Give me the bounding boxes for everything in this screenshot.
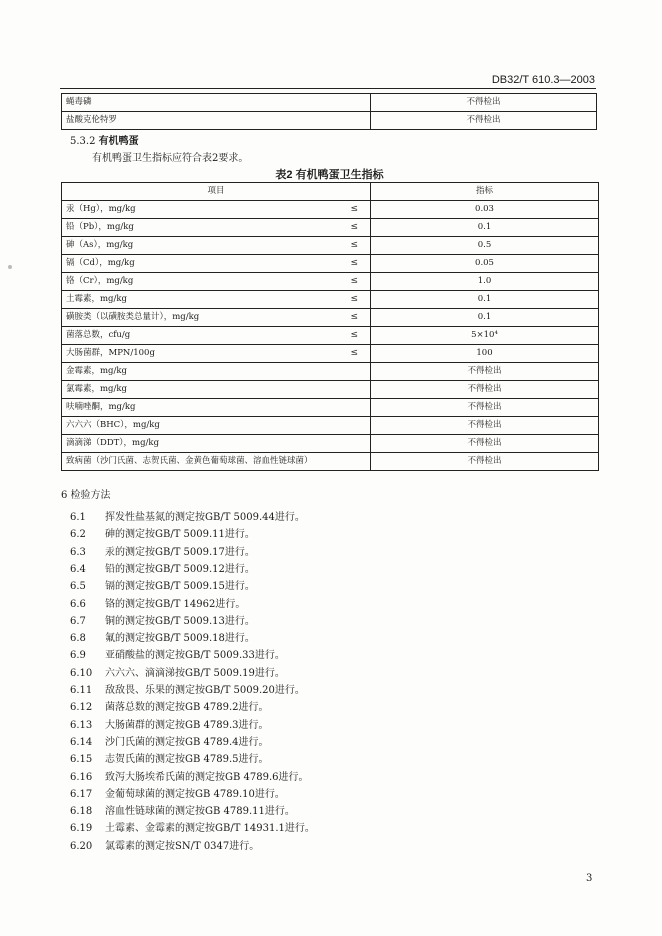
table-row <box>62 309 599 327</box>
header-rule <box>60 88 596 89</box>
value-cell: 不得检出 <box>371 363 599 381</box>
value-cell: 不得检出 <box>371 381 599 399</box>
table-row <box>62 417 599 435</box>
value-cell: 0.1 <box>371 291 599 309</box>
method-text: 溶血性链球菌的测定按GB 4789.11进行。 <box>105 806 295 818</box>
table-row <box>62 112 597 130</box>
method-number: 6.19 <box>70 823 93 835</box>
item-label: 滴滴涕（DDT），mg/kg <box>66 438 160 448</box>
method-text: 亚硝酸盐的测定按GB/T 5009.33进行。 <box>105 650 285 662</box>
method-item <box>70 664 285 679</box>
item-label: 磺胺类（以磺胺类总量计），mg/kg <box>66 312 200 322</box>
value-cell: 0.5 <box>371 237 599 255</box>
value-cell: 不得检出 <box>371 453 599 471</box>
item-label: 铬（Cr），mg/kg <box>66 276 134 286</box>
section-body: 有机鸭蛋卫生指标应符合表2要求。 <box>92 153 249 164</box>
method-number: 6.10 <box>70 667 93 679</box>
item-label: 氯霉素，mg/kg <box>66 384 127 394</box>
method-number: 6.14 <box>70 736 93 748</box>
item-label: 土霉素，mg/kg <box>66 294 127 304</box>
le-sign: ≤ <box>350 294 358 304</box>
method-item <box>70 560 255 575</box>
method-text: 菌落总数的测定按GB 4789.2进行。 <box>105 702 269 714</box>
method-item <box>70 819 315 834</box>
header-item: 项目 <box>62 183 371 201</box>
section-heading-5-3-2 <box>70 132 139 147</box>
method-item <box>70 681 305 696</box>
method-item <box>70 837 259 852</box>
method-item <box>70 612 255 627</box>
item-cell <box>62 435 371 453</box>
item-cell <box>62 327 371 345</box>
method-number: 6.17 <box>70 788 93 800</box>
table-row <box>62 435 599 453</box>
le-sign: ≤ <box>350 240 358 250</box>
method-text: 镉的测定按GB/T 5009.15进行。 <box>105 581 255 593</box>
method-text: 致泻大肠埃希氏菌的测定按GB 4789.6进行。 <box>105 771 309 783</box>
item-cell <box>62 219 371 237</box>
table-caption: 表2 有机鸭蛋卫生指标 <box>275 169 384 181</box>
method-item <box>70 768 309 783</box>
method-text: 铜的测定按GB/T 5009.13进行。 <box>105 615 255 627</box>
item-label: 金霉素，mg/kg <box>66 366 127 376</box>
table-row <box>62 399 599 417</box>
table-header-row <box>62 183 599 201</box>
item-label: 砷（As），mg/kg <box>66 240 134 250</box>
method-number: 6.3 <box>70 546 86 558</box>
value-cell: 1.0 <box>371 273 599 291</box>
item-cell <box>62 417 371 435</box>
item-label: 汞（Hg），mg/kg <box>66 204 136 214</box>
method-text: 铬的测定按GB/T 14962进行。 <box>105 598 246 610</box>
section-number: 5.3.2 <box>70 136 96 147</box>
method-text: 氯霉素的测定按SN/T 0347进行。 <box>105 840 260 852</box>
method-item <box>70 508 305 523</box>
table-row <box>62 273 599 291</box>
method-item <box>70 750 269 765</box>
method-item <box>70 543 255 558</box>
value-cell: 5×10⁴ <box>371 327 599 345</box>
value-cell: 不得检出 <box>371 112 597 130</box>
table-row <box>62 345 599 363</box>
method-text: 志贺氏菌的测定按GB 4789.5进行。 <box>105 754 269 766</box>
value-cell: 不得检出 <box>371 435 599 453</box>
method-item <box>70 698 269 713</box>
method-text: 砷的测定按GB/T 5009.11进行。 <box>105 529 255 541</box>
item-label: 致病菌（沙门氏菌、志贺氏菌、金黄色葡萄球菌、溶血性链球菌） <box>66 456 313 466</box>
method-item <box>70 525 255 540</box>
method-number: 6.15 <box>70 754 93 766</box>
value-cell: 100 <box>371 345 599 363</box>
method-item <box>70 802 295 817</box>
le-sign: ≤ <box>350 312 358 322</box>
method-number: 6.20 <box>70 840 93 852</box>
method-number: 6.11 <box>70 685 93 696</box>
page-number: 3 <box>586 873 593 884</box>
method-number: 6.2 <box>70 529 86 541</box>
method-text: 敌敌畏、乐果的测定按GB/T 5009.20进行。 <box>105 685 305 696</box>
value-cell: 不得检出 <box>371 399 599 417</box>
method-number: 6.12 <box>70 702 93 714</box>
method-text: 铅的测定按GB/T 5009.12进行。 <box>105 563 255 575</box>
item-cell <box>62 363 371 381</box>
method-text: 土霉素、金霉素的测定按GB/T 14931.1进行。 <box>105 823 315 835</box>
value-cell: 0.03 <box>371 201 599 219</box>
item-cell <box>62 237 371 255</box>
method-text: 汞的测定按GB/T 5009.17进行。 <box>105 546 255 558</box>
value-cell: 0.1 <box>371 309 599 327</box>
value-cell: 0.1 <box>371 219 599 237</box>
section-title: 有机鸭蛋 <box>98 136 139 147</box>
table-row <box>62 381 599 399</box>
method-number: 6.6 <box>70 598 86 610</box>
item-label: 大肠菌群，MPN/100g <box>66 348 155 358</box>
item-cell <box>62 399 371 417</box>
method-item <box>70 577 255 592</box>
table-row <box>62 201 599 219</box>
section-heading-6: 6 检验方法 <box>61 490 111 501</box>
le-sign: ≤ <box>350 348 358 358</box>
method-text: 大肠菌群的测定按GB 4789.3进行。 <box>105 719 269 731</box>
item-label: 呋喃唑酮，mg/kg <box>66 402 136 412</box>
item-cell <box>62 273 371 291</box>
value-cell: 不得检出 <box>371 94 597 112</box>
method-number: 6.4 <box>70 563 86 575</box>
table-row <box>62 219 599 237</box>
le-sign: ≤ <box>350 222 358 232</box>
item-cell <box>62 255 371 273</box>
method-text: 氟的测定按GB/T 5009.18进行。 <box>105 633 255 645</box>
method-number: 6.1 <box>70 512 86 523</box>
table-row <box>62 255 599 273</box>
table-row <box>62 327 599 345</box>
method-text: 六六六、滴滴涕按GB/T 5009.19进行。 <box>105 667 285 679</box>
value-cell: 不得检出 <box>371 417 599 435</box>
table-row <box>62 237 599 255</box>
method-number: 6.7 <box>70 615 86 627</box>
item-label: 镉（Cd），mg/kg <box>66 258 135 268</box>
item-cell <box>62 453 371 471</box>
item-cell: 盐酸克伦特罗 <box>62 112 371 130</box>
method-number: 6.5 <box>70 581 86 593</box>
item-cell <box>62 345 371 363</box>
item-cell: 蝇毒磷 <box>62 94 371 112</box>
method-item <box>70 629 255 644</box>
header-value: 指标 <box>371 183 599 201</box>
table-row <box>62 291 599 309</box>
method-number: 6.9 <box>70 650 86 662</box>
method-number: 6.13 <box>70 719 93 731</box>
item-label: 六六六（BHC），mg/kg <box>66 420 160 430</box>
method-number: 6.8 <box>70 633 86 645</box>
le-sign: ≤ <box>350 258 358 268</box>
method-number: 6.18 <box>70 806 93 818</box>
item-cell <box>62 201 371 219</box>
method-text: 金葡萄球菌的测定按GB 4789.10进行。 <box>105 788 285 800</box>
method-item <box>70 716 269 731</box>
le-sign: ≤ <box>350 330 358 340</box>
le-sign: ≤ <box>350 276 358 286</box>
method-item <box>70 595 245 610</box>
item-cell <box>62 309 371 327</box>
table-row <box>62 453 599 471</box>
method-text: 挥发性盐基氮的测定按GB/T 5009.44进行。 <box>105 512 305 523</box>
item-cell <box>62 381 371 399</box>
standard-number: DB32/T 610.3—2003 <box>491 74 595 86</box>
item-label: 铅（Pb），mg/kg <box>66 222 134 232</box>
value-cell: 0.05 <box>371 255 599 273</box>
method-item <box>70 785 285 800</box>
method-item <box>70 646 285 661</box>
table-row <box>62 363 599 381</box>
item-cell <box>62 291 371 309</box>
method-text: 沙门氏菌的测定按GB 4789.4进行。 <box>105 736 269 748</box>
scan-speck <box>8 265 12 269</box>
previous-table-continuation <box>61 93 597 130</box>
le-sign: ≤ <box>350 204 358 214</box>
method-number: 6.16 <box>70 771 93 783</box>
table-2 <box>61 182 599 471</box>
item-label: 菌落总数，cfu/g <box>66 330 131 340</box>
method-item <box>70 733 269 748</box>
table-row <box>62 94 597 112</box>
